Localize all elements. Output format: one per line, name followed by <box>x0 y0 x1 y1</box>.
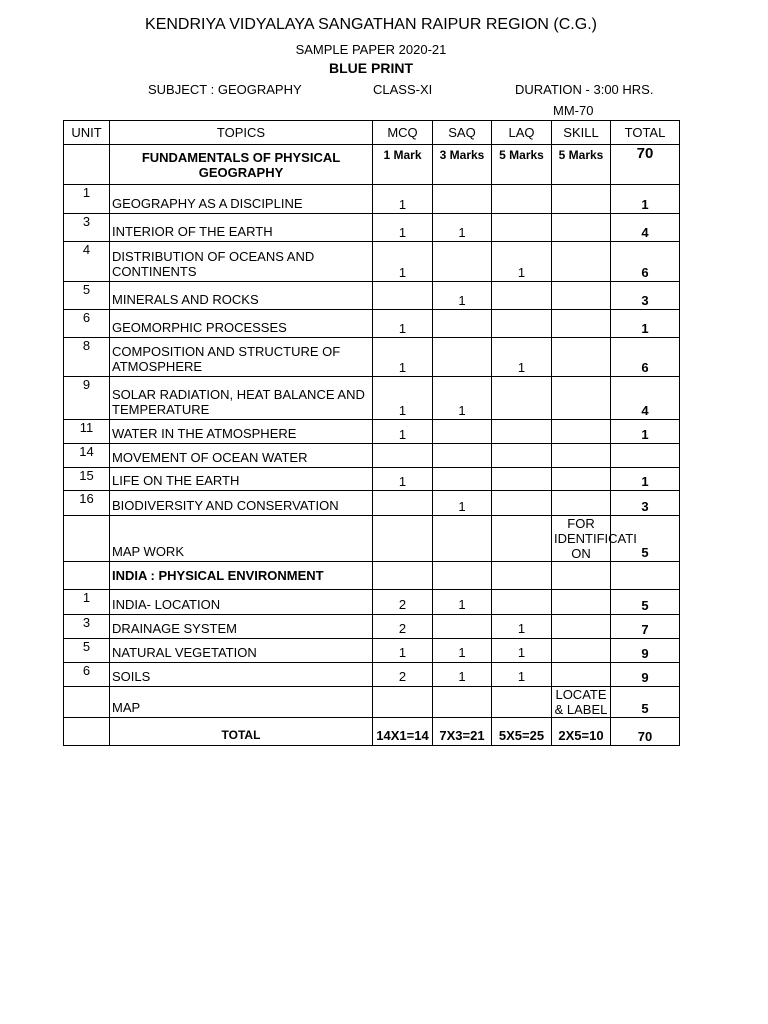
unit-cell: 9 <box>64 377 110 420</box>
table-row <box>64 185 680 214</box>
table-row <box>64 242 680 282</box>
empty-cell <box>552 562 611 590</box>
total-cell: 3 <box>611 282 680 310</box>
mcq-cell: 1 <box>373 468 433 491</box>
skill-cell <box>552 420 611 444</box>
table-row <box>64 444 680 468</box>
skill-header: SKILL <box>552 121 611 145</box>
laq-cell <box>492 468 552 491</box>
table-row <box>64 639 680 663</box>
laq-cell <box>492 491 552 516</box>
mcq-cell: 1 <box>373 242 433 282</box>
laq-cell <box>492 590 552 615</box>
skill-cell <box>552 377 611 420</box>
unit-cell: 15 <box>64 468 110 491</box>
unit-cell: 1 <box>64 185 110 214</box>
topic-cell: GEOMORPHIC PROCESSES <box>110 310 373 338</box>
table-row <box>64 214 680 242</box>
saq-cell: 1 <box>433 663 492 687</box>
topic-cell: WATER IN THE ATMOSPHERE <box>110 420 373 444</box>
mcq-cell: 1 <box>373 420 433 444</box>
saq-cell <box>433 310 492 338</box>
topic-cell: MOVEMENT OF OCEAN WATER <box>110 444 373 468</box>
mcq-cell: 1 <box>373 338 433 377</box>
unit-cell: 16 <box>64 491 110 516</box>
class-label: CLASS-XI <box>373 82 433 97</box>
table-row <box>64 491 680 516</box>
topic-cell: SOILS <box>110 663 373 687</box>
topic-cell: GEOGRAPHY AS A DISCIPLINE <box>110 185 373 214</box>
total-cell: 6 <box>611 338 680 377</box>
empty-cell <box>64 562 110 590</box>
unit-cell: 4 <box>64 242 110 282</box>
laq-cell: 1 <box>492 242 552 282</box>
saq-header: SAQ <box>433 121 492 145</box>
section-total: 70 <box>611 145 680 185</box>
mcq-cell <box>373 687 433 718</box>
skill-cell <box>552 590 611 615</box>
mcq-cell: 1 <box>373 214 433 242</box>
total-cell: 5 <box>611 687 680 718</box>
saq-cell <box>433 615 492 639</box>
mcq-cell: 1 <box>373 185 433 214</box>
table-row <box>64 590 680 615</box>
unit-cell <box>64 687 110 718</box>
skill-cell <box>552 444 611 468</box>
laq-cell: 1 <box>492 615 552 639</box>
mcq-cell <box>373 282 433 310</box>
section-title: INDIA : PHYSICAL ENVIRONMENT <box>110 562 373 590</box>
saq-cell <box>433 444 492 468</box>
saq-cell: 1 <box>433 590 492 615</box>
topic-cell: NATURAL VEGETATION <box>110 639 373 663</box>
laq-cell <box>492 377 552 420</box>
total-header: TOTAL <box>611 121 680 145</box>
laq-cell <box>492 282 552 310</box>
unit-cell: 5 <box>64 282 110 310</box>
skill-marks: 5 Marks <box>552 145 611 185</box>
skill-cell <box>552 242 611 282</box>
laq-cell <box>492 687 552 718</box>
total-cell: 1 <box>611 420 680 444</box>
unit-cell: 14 <box>64 444 110 468</box>
total-cell: 7 <box>611 615 680 639</box>
unit-cell: 6 <box>64 310 110 338</box>
skill-cell <box>552 282 611 310</box>
skill-cell <box>552 615 611 639</box>
laq-cell <box>492 516 552 562</box>
mcq-cell: 1 <box>373 310 433 338</box>
saq-marks: 3 Marks <box>433 145 492 185</box>
table-row <box>64 516 680 562</box>
mcq-cell <box>373 444 433 468</box>
unit-cell: 5 <box>64 639 110 663</box>
skill-cell <box>552 663 611 687</box>
mcq-cell <box>373 516 433 562</box>
skill-cell <box>552 185 611 214</box>
skill-cell: FOR IDENTIFICATI ON <box>552 516 611 562</box>
saq-total: 7X3=21 <box>433 718 492 746</box>
total-cell: 1 <box>611 468 680 491</box>
max-marks-label: MM-70 <box>553 103 594 118</box>
total-row <box>64 718 680 746</box>
topic-cell: LIFE ON THE EARTH <box>110 468 373 491</box>
empty-cell <box>492 562 552 590</box>
laq-cell <box>492 444 552 468</box>
laq-marks: 5 Marks <box>492 145 552 185</box>
total-cell <box>611 444 680 468</box>
section-row <box>64 145 680 185</box>
skill-cell <box>552 310 611 338</box>
skill-cell <box>552 639 611 663</box>
mcq-header: MCQ <box>373 121 433 145</box>
total-cell: 5 <box>611 516 680 562</box>
topic-cell: COMPOSITION AND STRUCTURE OF ATMOSPHERE <box>110 338 373 377</box>
laq-cell <box>492 214 552 242</box>
topic-cell: INDIA- LOCATION <box>110 590 373 615</box>
topic-cell: BIODIVERSITY AND CONSERVATION <box>110 491 373 516</box>
total-cell: 1 <box>611 185 680 214</box>
saq-cell <box>433 242 492 282</box>
mcq-cell: 2 <box>373 663 433 687</box>
unit-cell: 1 <box>64 590 110 615</box>
unit-cell: 6 <box>64 663 110 687</box>
total-cell: 5 <box>611 590 680 615</box>
mcq-cell: 2 <box>373 590 433 615</box>
table-row <box>64 420 680 444</box>
topic-cell: DISTRIBUTION OF OCEANS AND CONTINENTS <box>110 242 373 282</box>
topic-cell: MINERALS AND ROCKS <box>110 282 373 310</box>
total-cell: 4 <box>611 214 680 242</box>
saq-cell <box>433 185 492 214</box>
laq-cell <box>492 310 552 338</box>
topic-cell: SOLAR RADIATION, HEAT BALANCE AND TEMPERATURE <box>110 377 373 420</box>
saq-cell: 1 <box>433 282 492 310</box>
section-title: FUNDAMENTALS OF PHYSICAL GEOGRAPHY <box>110 145 373 185</box>
saq-cell <box>433 687 492 718</box>
laq-cell: 1 <box>492 639 552 663</box>
mcq-cell: 1 <box>373 639 433 663</box>
table-row <box>64 377 680 420</box>
saq-cell <box>433 338 492 377</box>
empty-cell <box>433 562 492 590</box>
total-cell: 6 <box>611 242 680 282</box>
saq-cell <box>433 420 492 444</box>
mcq-total: 14X1=14 <box>373 718 433 746</box>
unit-cell <box>64 516 110 562</box>
skill-total: 2X5=10 <box>552 718 611 746</box>
subject-label: SUBJECT : GEOGRAPHY <box>148 82 302 97</box>
unit-cell: 3 <box>64 214 110 242</box>
mcq-cell: 1 <box>373 377 433 420</box>
skill-cell <box>552 491 611 516</box>
saq-cell: 1 <box>433 377 492 420</box>
topic-cell: MAP WORK <box>110 516 373 562</box>
table-row <box>64 282 680 310</box>
topic-cell: MAP <box>110 687 373 718</box>
empty-cell <box>611 562 680 590</box>
skill-cell <box>552 214 611 242</box>
blueprint-table <box>63 120 680 746</box>
laq-cell <box>492 420 552 444</box>
total-cell: 9 <box>611 663 680 687</box>
laq-cell: 1 <box>492 338 552 377</box>
saq-cell <box>433 468 492 491</box>
mcq-cell <box>373 491 433 516</box>
laq-cell <box>492 185 552 214</box>
empty-cell <box>64 718 110 746</box>
unit-cell: 11 <box>64 420 110 444</box>
grand-total: 70 <box>611 718 680 746</box>
table-row <box>64 687 680 718</box>
saq-cell: 1 <box>433 639 492 663</box>
topic-cell: INTERIOR OF THE EARTH <box>110 214 373 242</box>
organization-title: KENDRIYA VIDYALAYA SANGATHAN RAIPUR REGION (C.G.) <box>145 16 597 33</box>
unit-cell: 3 <box>64 615 110 639</box>
skill-cell: LOCATE & LABEL <box>552 687 611 718</box>
table-row <box>64 468 680 491</box>
table-row <box>64 338 680 377</box>
blue-print-title: BLUE PRINT <box>329 60 413 76</box>
total-label: TOTAL <box>110 718 373 746</box>
total-cell: 9 <box>611 639 680 663</box>
table-row <box>64 663 680 687</box>
section-row <box>64 562 680 590</box>
total-cell: 1 <box>611 310 680 338</box>
topics-header: TOPICS <box>110 121 373 145</box>
total-cell: 4 <box>611 377 680 420</box>
table-row <box>64 310 680 338</box>
mcq-cell: 2 <box>373 615 433 639</box>
duration-label: DURATION - 3:00 HRS. <box>515 82 654 97</box>
mcq-marks: 1 Mark <box>373 145 433 185</box>
saq-cell: 1 <box>433 214 492 242</box>
paper-title: SAMPLE PAPER 2020-21 <box>295 42 447 57</box>
unit-cell: 8 <box>64 338 110 377</box>
skill-cell <box>552 338 611 377</box>
header-row <box>64 121 680 145</box>
laq-total: 5X5=25 <box>492 718 552 746</box>
total-cell: 3 <box>611 491 680 516</box>
topic-cell: DRAINAGE SYSTEM <box>110 615 373 639</box>
empty-cell <box>373 562 433 590</box>
unit-header: UNIT <box>64 121 110 145</box>
table-row <box>64 615 680 639</box>
laq-header: LAQ <box>492 121 552 145</box>
saq-cell <box>433 516 492 562</box>
laq-cell: 1 <box>492 663 552 687</box>
saq-cell: 1 <box>433 491 492 516</box>
skill-cell <box>552 468 611 491</box>
